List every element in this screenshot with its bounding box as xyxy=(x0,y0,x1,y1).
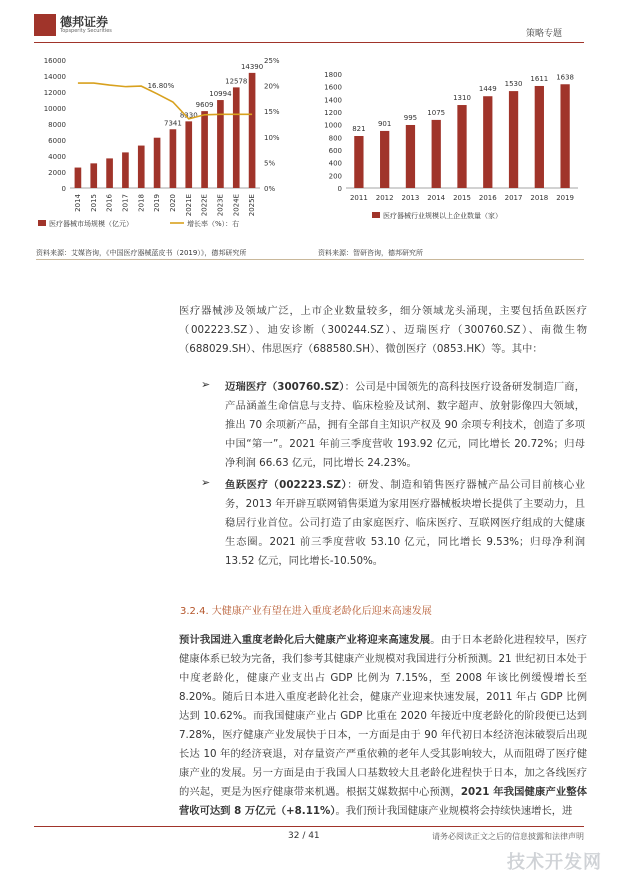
x-tick-label: 2017 xyxy=(504,194,523,202)
section-tag: 策略专题 xyxy=(525,29,562,39)
x-tick-label: 2018 xyxy=(137,194,146,212)
legend-swatch-bar xyxy=(38,220,46,226)
bar-value-label: 8330 xyxy=(179,111,198,120)
y-tick-label: 6000 xyxy=(48,137,66,145)
body-bold-tail: 2021 年我国健康产业整体营收可达到 8 万亿元（+8.11%） xyxy=(179,786,587,817)
footer-divider xyxy=(34,826,584,827)
x-tick-label: 2014 xyxy=(427,194,446,202)
bar xyxy=(249,73,256,188)
body-text-2: 。我们预计我国健康产业规模将会持续快速增长，进 xyxy=(335,805,573,817)
footer-disclaimer: 请务必阅读正文之后的信息披露和法律声明 xyxy=(432,832,584,841)
y-tick-label: 16000 xyxy=(43,57,66,65)
x-tick-label: 2025E xyxy=(248,194,257,217)
enterprise-count-chart xyxy=(316,52,586,242)
bar-value-label: 1310 xyxy=(453,94,471,103)
bar-value-label: 9609 xyxy=(195,101,214,110)
body-bold-lead: 预计我国进入重度老龄化后大健康产业将迎来高速发展 xyxy=(179,634,431,646)
bar-value-label: 1075 xyxy=(427,108,446,117)
x-tick-label: 2024E xyxy=(232,194,241,217)
x-tick-label: 2020 xyxy=(168,194,177,212)
legend-label: 医疗器械行业规模以上企业数量（家） xyxy=(383,212,502,220)
bar-value-label: 1611 xyxy=(530,74,549,83)
bar xyxy=(170,129,177,188)
x-tick-label: 2015 xyxy=(89,194,98,212)
y2-tick-label: 0% xyxy=(264,185,276,193)
x-tick-label: 2023E xyxy=(216,194,225,217)
bar xyxy=(106,158,113,188)
market-size-chart-svg xyxy=(34,52,296,242)
x-tick-label: 2018 xyxy=(530,194,549,202)
bar xyxy=(138,146,145,188)
bar xyxy=(201,111,208,188)
company-desc: ：公司是中国领先的高科技医疗设备研发制造厂商，产品涵盖生命信息与支持、临床检验及试剂、数字超声、放射影像四大领域，推出 70 余项新产品，拥有全部自主知识产权及 90 余项专利技术，创造了多项中国“第一”。2021 年前三季度营收 193.92 亿元，同比增长 20.72%；归母净利润 66.63 亿元，同比增长 24.23%。 xyxy=(225,381,585,469)
x-tick-label: 2013 xyxy=(401,194,420,202)
company-name: 鱼跃医疗（002223.SZ） xyxy=(225,479,348,491)
chart-source-left: 资料来源：艾媒咨询，《中国医疗器械蓝皮书（2019）》，德邦研究所 xyxy=(36,249,247,257)
arrow-bullet-icon: ➢ xyxy=(201,476,211,489)
bar xyxy=(354,136,363,188)
intro-paragraph: 医疗器械涉及领域广泛，上市企业数量较多，细分领域龙头涌现，主要包括鱼跃医疗（002223.SZ）、迪安诊断（300244.SZ）、迈瑞医疗（300760.SZ）、南微生物（688029.SH）、伟思医疗（688580.SH）、微创医疗（0853.HK）等。其中： xyxy=(179,305,587,355)
x-tick-label: 2012 xyxy=(375,194,394,202)
y2-tick-label: 10% xyxy=(264,133,280,142)
body-paragraph xyxy=(179,631,587,821)
brand-logo-icon xyxy=(34,14,56,36)
bar-value-label: 901 xyxy=(377,119,392,128)
bar xyxy=(509,91,518,188)
y2-tick-label: 20% xyxy=(264,82,280,91)
brand-subtitle: Topsperity Securities xyxy=(60,28,112,34)
y-tick-label: 1600 xyxy=(324,83,342,92)
bar xyxy=(457,105,466,188)
x-tick-label: 2011 xyxy=(349,194,368,202)
company-name: 迈瑞医疗（300760.SZ） xyxy=(225,381,345,393)
bar xyxy=(217,100,224,188)
y-tick-label: 0 xyxy=(61,185,66,193)
chart-source-right: 资料来源：智研咨询，德邦研究所 xyxy=(318,249,423,257)
y-tick-label: 1000 xyxy=(324,121,342,130)
bar xyxy=(483,96,492,188)
y-tick-label: 10000 xyxy=(43,105,66,113)
y-tick-label: 1200 xyxy=(324,109,342,117)
section-heading: 3.2.4. 大健康产业有望在进入重度老龄化后迎来高速发展 xyxy=(180,606,432,617)
bar xyxy=(90,163,97,188)
market-size-chart xyxy=(34,52,296,242)
x-tick-label: 2014 xyxy=(73,194,82,212)
y-tick-label: 0 xyxy=(337,185,342,193)
bullet-mindray xyxy=(201,378,585,473)
legend-label: 增长率（%）：右 xyxy=(187,220,240,228)
site-watermark: 技术开发网 xyxy=(507,852,602,873)
bar xyxy=(75,168,82,188)
bar xyxy=(185,121,192,188)
bar xyxy=(380,131,389,188)
y-tick-label: 1800 xyxy=(324,71,342,79)
bar xyxy=(233,87,240,188)
y-tick-label: 800 xyxy=(328,134,342,143)
bar-value-label: 1638 xyxy=(556,73,575,82)
bar-value-label: 10994 xyxy=(209,90,232,99)
bar xyxy=(432,120,441,188)
annotation-label: 16.80% xyxy=(147,81,175,90)
x-tick-label: 2015 xyxy=(453,194,471,202)
legend-swatch-bar xyxy=(372,212,380,218)
company-desc: ：研发、制造和销售医疗器械产品公司目前核心业务，2013 年开辟互联网销售渠道为家用医疗器械板块增长提供了主要动力，且稳居行业首位。公司打造了由家庭医疗、临床医疗、互联网医疗组成的大健康生态圈。2021 前三季度营收 53.10 亿元，同比增长 9.53%；归母净利润 13.52 亿元，同比增长-10.50%。 xyxy=(225,479,586,567)
bullet-yuwell xyxy=(201,476,585,571)
bar xyxy=(535,86,544,188)
y-tick-label: 400 xyxy=(328,159,342,168)
header-divider xyxy=(34,42,584,43)
bar-value-label: 821 xyxy=(352,125,366,134)
y-tick-label: 14000 xyxy=(43,73,66,81)
enterprise-count-chart-svg xyxy=(316,52,586,242)
y-tick-label: 8000 xyxy=(48,121,66,129)
brand-name: 德邦证券 xyxy=(60,15,109,29)
y-tick-label: 12000 xyxy=(43,89,66,97)
x-tick-label: 2022E xyxy=(200,194,209,217)
bar-value-label: 995 xyxy=(403,113,418,122)
bullet-text xyxy=(225,476,585,571)
y-tick-label: 600 xyxy=(328,147,342,155)
y2-tick-label: 15% xyxy=(264,108,280,117)
arrow-bullet-icon: ➢ xyxy=(201,378,211,391)
y-tick-label: 4000 xyxy=(48,153,66,161)
y-tick-label: 1400 xyxy=(324,96,342,105)
x-tick-label: 2019 xyxy=(153,194,162,212)
page-number: 32 / 41 xyxy=(288,831,320,841)
y-tick-label: 200 xyxy=(328,172,342,181)
bar-value-label: 1449 xyxy=(478,85,497,94)
x-tick-label: 2016 xyxy=(478,194,497,202)
y-tick-label: 2000 xyxy=(48,169,66,177)
bar xyxy=(560,84,569,188)
bar xyxy=(406,125,415,188)
x-tick-label: 2021E xyxy=(184,194,193,217)
bar-value-label: 1530 xyxy=(504,80,523,89)
y2-tick-label: 25% xyxy=(264,57,280,65)
bullet-text xyxy=(225,378,585,473)
bar xyxy=(122,152,129,188)
source-divider xyxy=(36,259,584,260)
page-header xyxy=(0,0,618,50)
y2-tick-label: 5% xyxy=(264,159,276,168)
bar xyxy=(154,138,161,188)
legend-label: 医疗器械市场规模（亿元） xyxy=(49,220,133,228)
bar-value-label: 7341 xyxy=(164,119,182,128)
x-tick-label: 2019 xyxy=(556,194,575,202)
bar-value-label: 12578 xyxy=(225,77,248,86)
x-tick-label: 2016 xyxy=(105,194,114,212)
bar-value-label: 14390 xyxy=(240,62,264,71)
x-tick-label: 2017 xyxy=(121,194,130,212)
body-text-1: 。由于日本老龄化进程较早，医疗健康体系已较为完备，我们参考其健康产业规模对我国进行分析预测。21 世纪初日本处于中度老龄化，健康产业支出占 GDP 比例为 7.15%，至 2008 年该比例缓慢增长至 8.20%。随后日本进入重度老龄化社会，健康产业迎来快速发展，2011 年占 GDP 比例达到 10.62%。而我国健康产业占 GDP 比重在 2020 年接近中度老龄化的阶段便已达到 7.28%，医疗健康产业发展快于日本，一方面是由于 90 年代初日本经济泡沫破裂后出现长达 10 年的经济衰退，对存量资产严重依赖的老年人受其影响较大，从而阻碍了医疗健康产业的发展。另一方面是由于我国人口基数较大且老龄化进程快于日本，加之各线医疗的兴起，更是为医疗健康带来机遇。根据艾媒数据中心预测， xyxy=(179,634,588,798)
